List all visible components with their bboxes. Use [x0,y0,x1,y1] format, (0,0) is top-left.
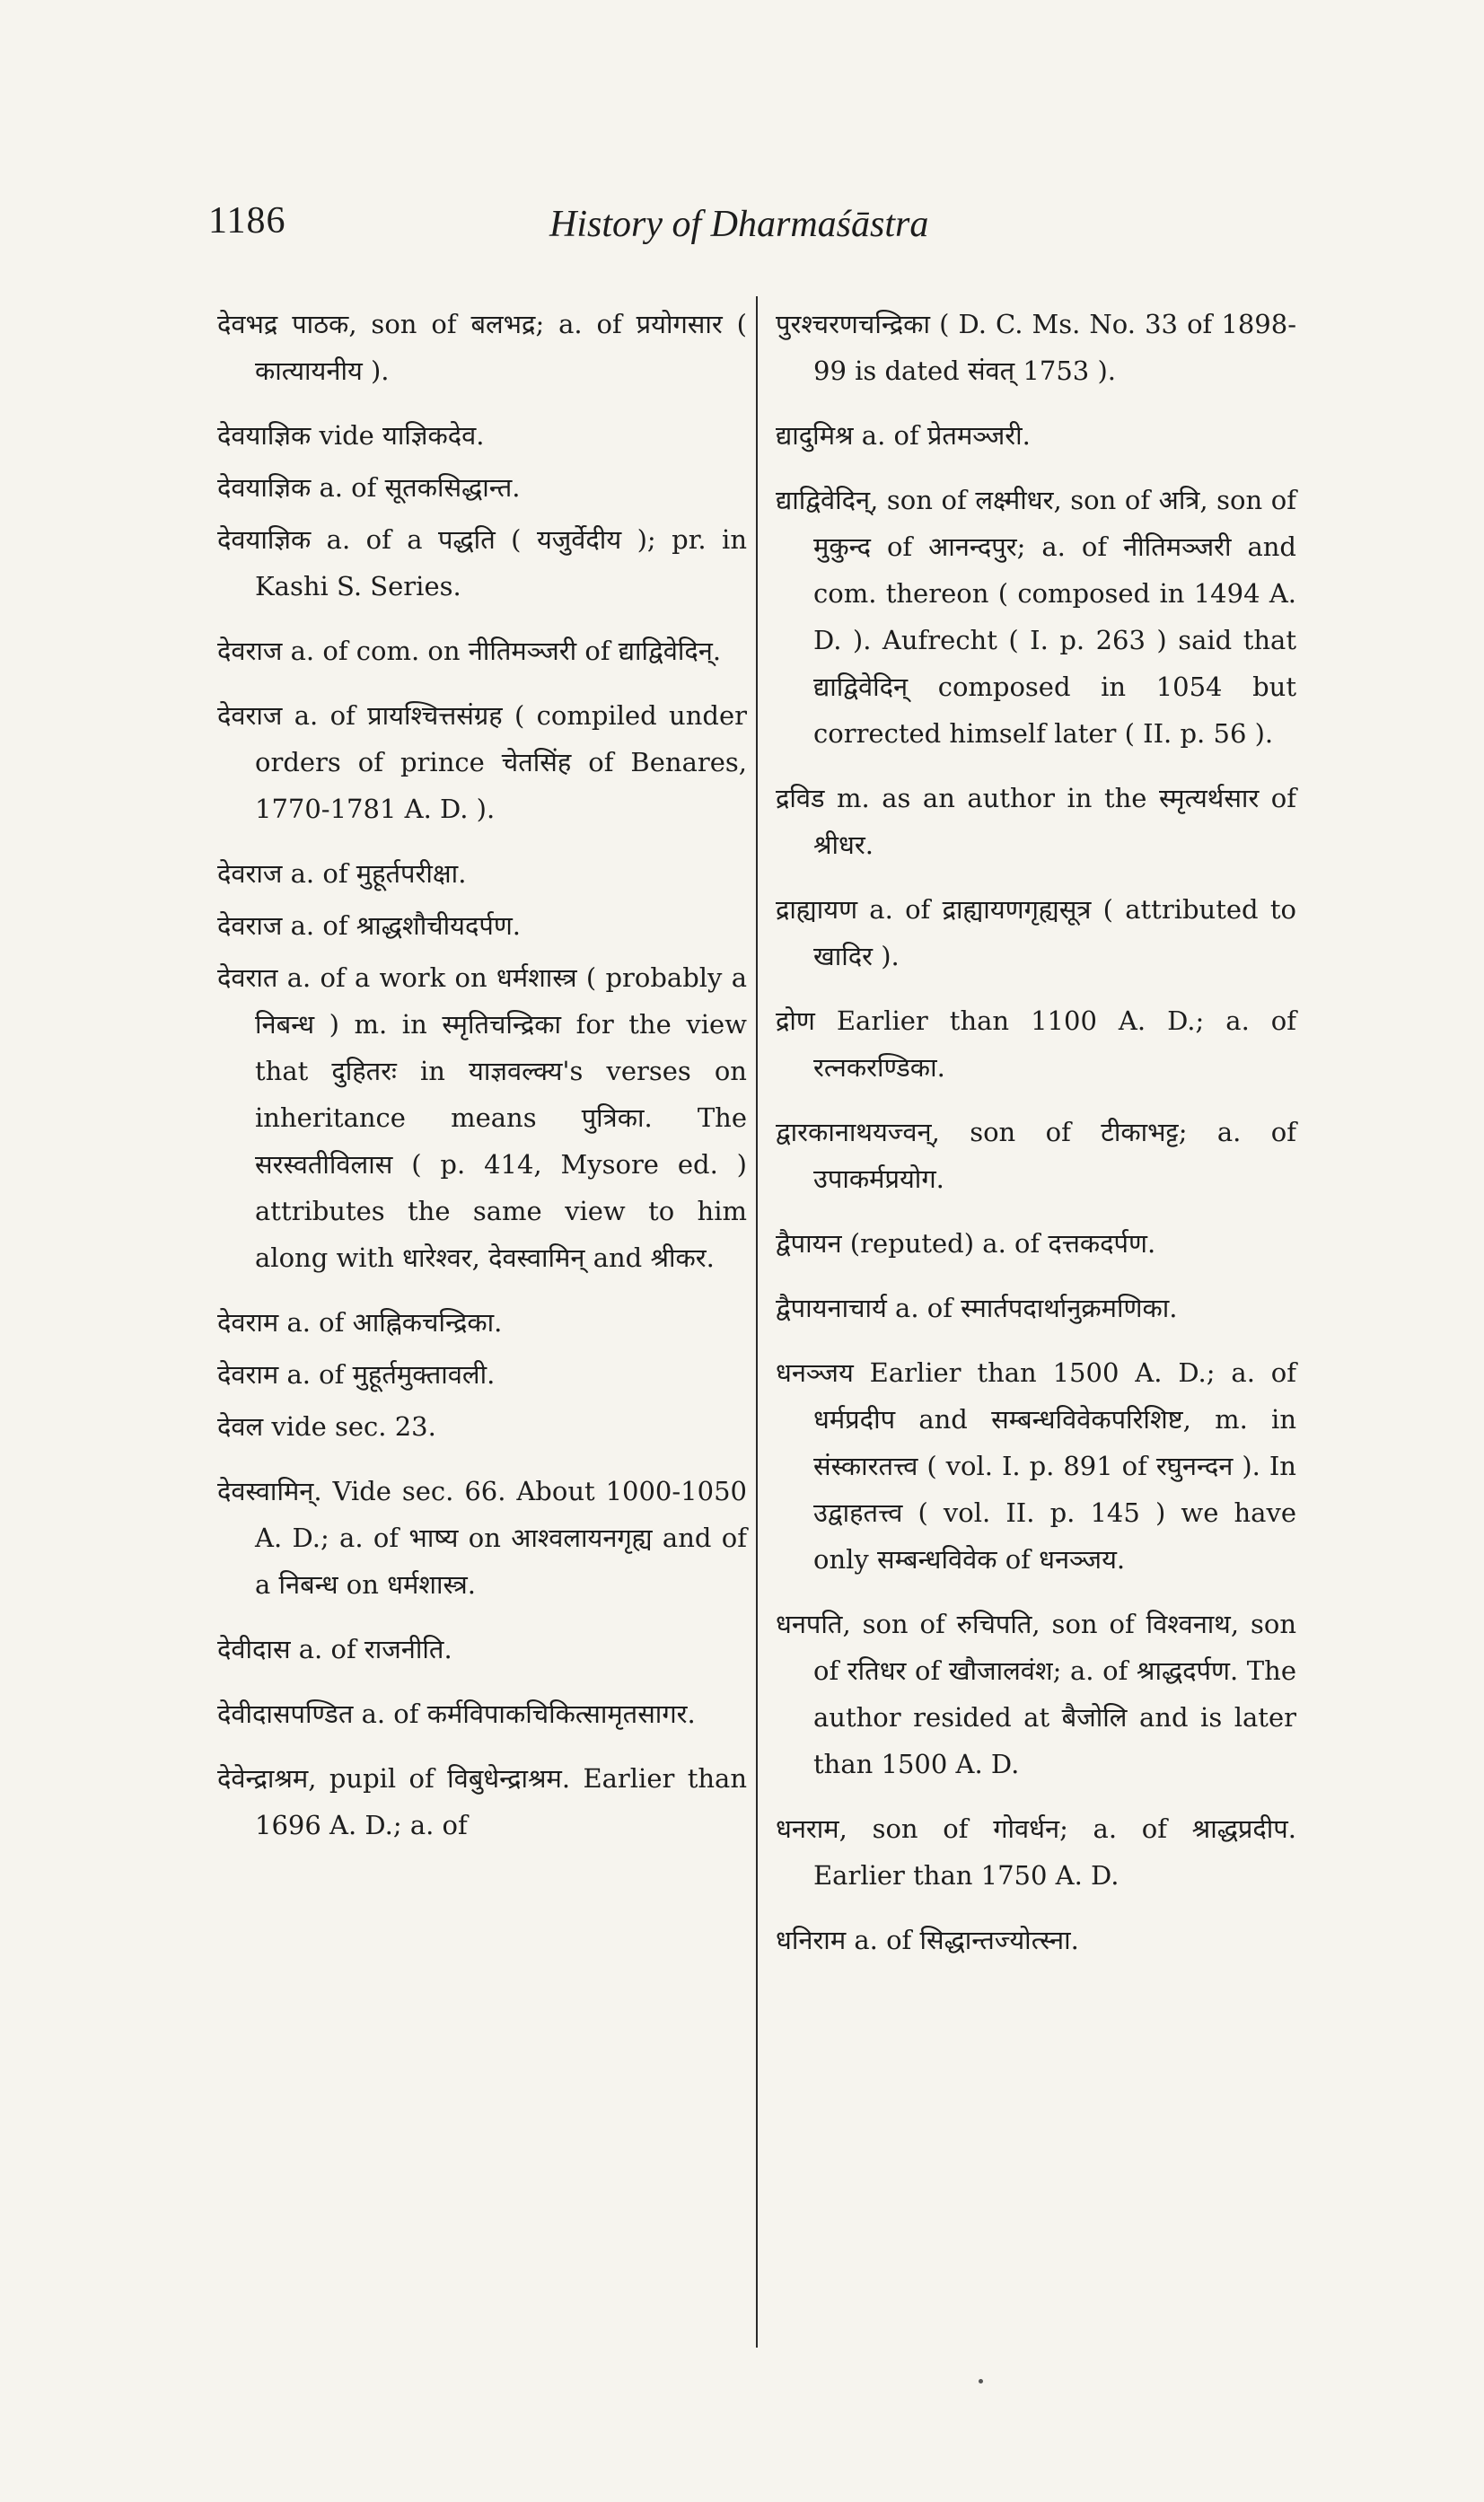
entry: द्वारकानाथयज्वन्, son of टीकाभट्ट; a. of उपाकर्मप्रयोग. [776,1117,1296,1194]
entry: देवयाज्ञिक a. of a पद्धति ( यजुर्वेदीय ); pr. in Kashi S. Series. [217,524,747,601]
entry: देवस्वामिन्. Vide sec. 66. About 1000-1050 A. D.; a. of भाष्य on आश्वलायनगृह्य and of a निबन्ध on धर्मशास्त्र. [217,1476,747,1600]
entry: धनिराम a. of सिद्धान्तज्योत्स्ना. [776,1925,1079,1955]
entry: द्राह्यायण a. of द्राह्यायणगृह्यसूत्र ( attributed to खादिर ). [776,894,1296,971]
entry: देवराम a. of आह्निकचन्द्रिका. [217,1307,503,1338]
entry: द्रविड m. as an author in the स्मृत्यर्थसार of श्रीधर. [776,783,1296,860]
entry: धनराम, son of गोवर्धन; a. of श्राद्धप्रदीप. Earlier than 1750 A. D. [776,1813,1296,1891]
entry: देवराज a. of प्रायश्चित्तसंग्रह ( compiled under orders of prince चेतसिंह of Benares, 1770-1781 A. D. ). [217,700,747,824]
entry: द्रोण Earlier than 1100 A. D.; a. of रत्नकरण्डिका. [776,1005,1296,1083]
scan-speck [979,2379,983,2383]
entry: देवराम a. of मुहूर्तमुक्तावली. [217,1359,496,1390]
entry: देवराज a. of com. on नीतिमञ्जरी of द्याद्विवेदिन्. [217,636,722,666]
column-rule [756,296,758,2348]
running-title: History of Dharmaśāstra [549,204,929,245]
entry: देवराज a. of श्राद्धशौचीयदर्पण. [217,910,522,941]
right-column [776,301,1296,1981]
page-number: 1186 [208,200,286,241]
entry: धनञ्जय Earlier than 1500 A. D.; a. of धर्मप्रदीप and सम्बन्धविवेकपरिशिष्ट, m. in संस्कारतत्त्व ( vol. I. p. 891 of रघुनन्दन ). In उद्वाहतत्त्व ( vol. II. p. 145 ) we have only सम्बन्धविवेक of धनञ्जय. [776,1357,1296,1575]
entry: देवरात a. of a work on धर्मशास्त्र ( probably a निबन्ध ) m. in स्मृतिचन्द्रिका for the view that दुहितरः in याज्ञवल्क्य's verses on inheritance means पुत्रिका. The सरस्वतीविलास ( p. 414, Mysore ed. ) attributes the same view to him along with धारेश्वर, देवस्वामिन् and श्रीकर. [217,962,747,1273]
entry: देवीदास a. of राजनीति. [217,1634,452,1664]
entry: द्वैपायनाचार्य a. of स्मार्तपदार्थानुक्रमणिका. [776,1293,1178,1323]
entry: देवेन्द्राश्रम, pupil of विबुधेन्द्राश्रम. Earlier than 1696 A. D.; a. of [217,1763,747,1840]
entry: देवराज a. of मुहूर्तपरीक्षा. [217,858,467,889]
entry: देवीदासपण्डित a. of कर्मविपाकचिकित्सामृतसागर. [217,1699,696,1729]
entry: पुरश्चरणचन्द्रिका ( D. C. Ms. No. 33 of 1898-99 is dated संवत् 1753 ). [776,309,1296,386]
entry: देवयाज्ञिक vide याज्ञिकदेव. [217,420,485,451]
entry: देवल vide sec. 23. [217,1411,436,1442]
left-column [217,301,747,1866]
entry: द्यादुमिश्र a. of प्रेतमञ्जरी. [776,420,1031,451]
entry: धनपति, son of रुचिपति, son of विश्वनाथ, son of रतिधर of खौजालवंश; a. of श्राद्धदर्पण. The author resided at बैजोलि and is later than 1500 A. D. [776,1609,1296,1779]
entry: देवभद्र पाठक, son of बलभद्र; a. of प्रयोगसार ( कात्यायनीय ). [217,309,747,386]
entry: द्याद्विवेदिन्, son of लक्ष्मीधर, son of अत्रि, son of मुकुन्द of आनन्दपुर; a. of नीतिमञ्जरी and com. thereon ( composed in 1494 A. D. ). Aufrecht ( I. p. 263 ) said that द्याद्विवेदिन् composed in 1054 but corrected himself later ( II. p. 56 ). [776,485,1296,749]
entry: देवयाज्ञिक a. of सूतकसिद्धान्त. [217,472,521,503]
entry: द्वैपायन (reputed) a. of दत्तकदर्पण. [776,1228,1156,1259]
